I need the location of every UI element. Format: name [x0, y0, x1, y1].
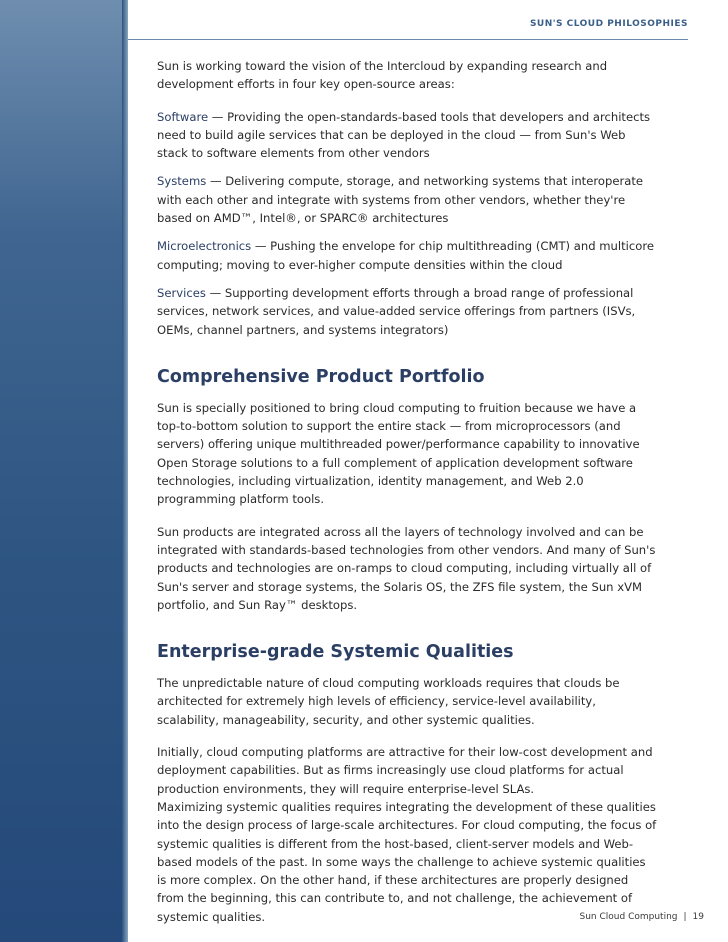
- decorative-sidebar: [0, 0, 128, 942]
- header-rule: [128, 39, 688, 40]
- body-paragraph: Sun products are integrated across all the layers of technology involved and can be integrated with standards-based technologies from other vendors. And many of Sun's products and technologies are on-ramps to cloud computing, including virtually all of Sun's server and storage systems, the Solaris OS, the ZFS file system, the Sun xVM portfolio, and Sun Ray™ desktops.: [157, 524, 656, 612]
- area-name: Microelectronics: [157, 239, 252, 254]
- area-description: — Delivering compute, storage, and networking systems that interoperate with each other and integrate with systems from other vendors, whether they're based on AMD™, Intel®, or SPARC® architectures: [157, 174, 644, 226]
- area-name: Systems: [157, 174, 207, 189]
- body-paragraph: Sun is specially positioned to bring cloud computing to fruition because we have a top-to-bottom solution to support the entire stack — from microprocessors (and servers) offering unique multithreaded power/performance capability to innovative Open Storage solutions to a full complement of application development software technologies, including virtualization, identity management, and Web 2.0 programming platform tools.: [157, 400, 640, 507]
- area-software: [157, 108, 657, 163]
- area-microelectronics: [157, 237, 657, 274]
- running-header-title: SUN'S CLOUD PHILOSOPHIES: [529, 19, 688, 29]
- area-description: — Supporting development efforts through a broad range of professional services, network services, and value-added service offerings from partners (ISVs, OEMs, channel partners, and systems integrators): [157, 285, 636, 337]
- area-name: Software: [157, 109, 209, 124]
- section-heading-portfolio: Comprehensive Product Portfolio: [157, 366, 485, 387]
- area-systems: [157, 172, 657, 227]
- area-description: — Providing the open-standards-based tools that developers and architects need to build agile services that can be deployed in the cloud — from Sun's Web stack to software elements from other vendors: [157, 109, 651, 161]
- footer-separator: |: [683, 912, 687, 922]
- page-number: 19: [692, 912, 704, 922]
- area-description: — Pushing the envelope for chip multithreading (CMT) and multicore computing; moving to ever-higher compute densities within the cloud: [157, 239, 654, 272]
- footer-doc-title: Sun Cloud Computing: [579, 912, 678, 922]
- running-header: [128, 0, 688, 40]
- area-name: Services: [157, 285, 206, 300]
- body-paragraph: Maximizing systemic qualities requires integrating the development of these qualities into the design process of large-scale architectures. For cloud computing, the focus of systemic qualities is different from the host-based, client-server models and Web-based models of the past. In some ways the challenge to achieve systemic qualities is more complex. On the other hand, if these architectures are properly designed from the beginning, this can contribute to, and not challenge, the achievement of systemic qualities.: [157, 799, 657, 924]
- body-paragraph: The unpredictable nature of cloud computing workloads requires that clouds be architected for extremely high levels of efficiency, service-level availability, scalability, manageability, security, and other systemic qualities.: [157, 676, 620, 727]
- body-paragraph: Initially, cloud computing platforms are attractive for their low-cost development and deployment capabilities. But as firms increasingly use cloud platforms for actual production environments, they will require enterprise-level SLAs.: [157, 745, 653, 796]
- page-body: [157, 57, 657, 926]
- page-footer: [580, 912, 704, 922]
- area-services: [157, 284, 657, 339]
- intro-paragraph: Sun is working toward the vision of the Intercloud by expanding research and development efforts in four key open-source areas:: [157, 59, 608, 92]
- sidebar-edge: [122, 0, 128, 942]
- section-heading-systemic-qualities: Enterprise-grade Systemic Qualities: [157, 642, 514, 663]
